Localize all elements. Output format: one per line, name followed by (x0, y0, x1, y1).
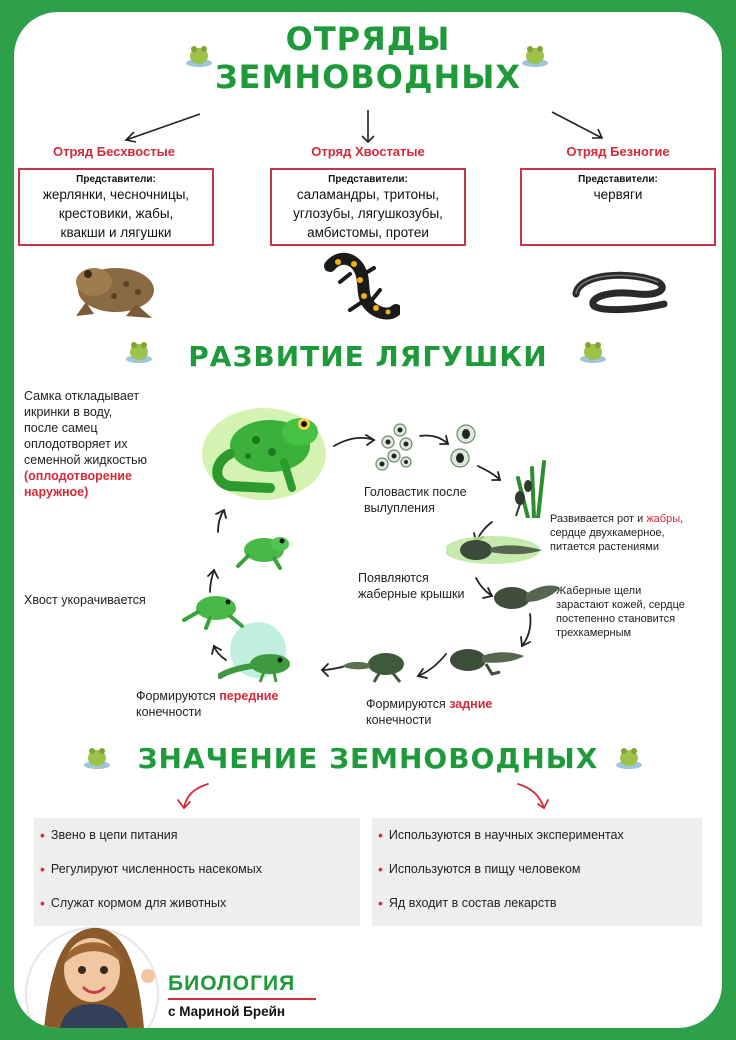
tadpole-image (492, 578, 562, 612)
front-limbs-text: Формируются передние конечности (136, 689, 279, 719)
egg-icon (374, 422, 420, 472)
order-title-tailed: Отряд Хвостатые (311, 144, 425, 159)
frog-emblem-icon (82, 744, 112, 770)
salamander-image (320, 250, 400, 326)
frog-emblem-icon (614, 744, 644, 770)
brand-title: БИОЛОГИЯ (168, 972, 296, 995)
list-item: • Используются в научных экспериментах (378, 827, 624, 843)
arrow-icon (14, 778, 722, 818)
brand-subtitle: с Мариной Брейн (168, 1004, 286, 1019)
caecilian-image (568, 264, 672, 314)
presenter-avatar (20, 914, 170, 1028)
tadpole-image (340, 648, 416, 684)
title-line2: ЗЕМНОВОДНЫХ (214, 58, 522, 96)
title-line1: ОТРЯДЫ (285, 20, 451, 58)
gill-covers-text: Появляются жаберные крышки (358, 571, 465, 601)
importance-right-panel (372, 818, 702, 926)
list-item: • Регулируют численность насекомых (40, 861, 262, 877)
order-box-tailed: Представители: саламандры, тритоны, углозубы, лягушкозубы, амбистомы, протеи (270, 168, 466, 246)
mouth-gills-text: Развивается рот и жабры, сердце двухкамерное, питается растениями (550, 513, 684, 553)
tadpole-image (446, 642, 526, 678)
tail-shortening-text: Хвост укорачивается (24, 593, 146, 607)
egg-icon (450, 422, 480, 472)
tadpole-image (504, 458, 550, 518)
importance-left-panel (34, 818, 360, 926)
order-box-tailless: Представители: жерлянки, чесночницы, крестовики, жабы, квакши и лягушки (18, 168, 214, 246)
order-title-tailless: Отряд Бесхвостые (53, 144, 175, 159)
list-item: • Звено в цепи питания (40, 827, 178, 843)
order-box-legless: Представители: червяги (520, 168, 716, 246)
development-title: РАЗВИТИЕ ЛЯГУШКИ (188, 340, 548, 373)
frog-emblem-icon (124, 338, 154, 364)
order-title-legless: Отряд Безногие (566, 144, 670, 159)
list-item: • Служат кормом для животных (40, 895, 227, 911)
female-text: Самка откладывает икринки в воду, после самец оплодотворяет их семенной жидкостью (оплодотворение наружное) (24, 389, 148, 499)
gill-slits-text: Жаберные щели зарастают кожей, сердце постепенно становится трехкамерным (556, 585, 685, 639)
froglet-image (230, 530, 296, 570)
frog-image (200, 402, 330, 504)
poster-card (14, 12, 722, 1028)
tadpole-hatch-text: Головастик после вылупления (364, 485, 467, 515)
list-item: • Используются в пищу человеком (378, 861, 581, 877)
tadpole-image (446, 534, 546, 566)
hind-limbs-text: Формируются задние конечности (366, 697, 493, 727)
frog-emblem-icon (578, 338, 608, 364)
importance-title: ЗНАЧЕНИЕ ЗЕМНОВОДНЫХ (137, 742, 599, 775)
toad-image (66, 256, 162, 322)
list-item: • Яд входит в состав лекарств (378, 895, 557, 911)
brand-underline (168, 998, 316, 1000)
arrow-icon (14, 12, 722, 162)
